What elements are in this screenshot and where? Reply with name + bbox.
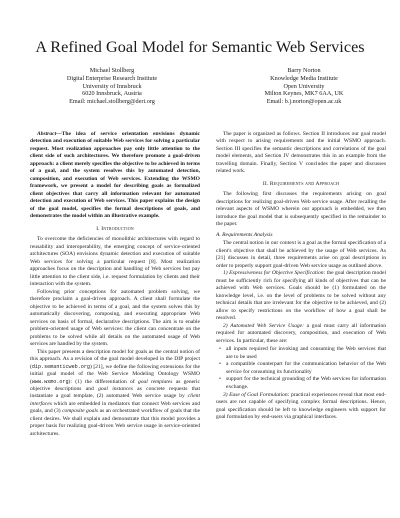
intro-paragraph-1: To overcome the deficiencies of monolithic architectures with regard to reusability and interoperability, the emerging concept of service-oriented architectures (SOA) envisions dynamic detection and execution of suitable Web services for solving a particular request [8]. Most realization approaches focus on the description and handling of Web services but pay little attention to the client side, i.e. request formulation by clients and their interaction with the system.	[30, 236, 200, 288]
left-column	[30, 131, 200, 438]
requirement-3: 3) Ease of Goal Formulation: practical experiences reveal that most end-users are not capable of specifying complex formal descriptions. Hence, goal specification should be left to knowledge engineers with support for goal formulation by end-users via graphical interfaces.	[216, 391, 386, 421]
paper-title: A Refined Goal Model for Semantic Web Services	[35, 38, 365, 56]
subsection-heading-analysis: A. Requirements Analysis	[216, 231, 273, 238]
author-email: Email: michael.stollberg@deri.org	[69, 98, 155, 105]
bullet-item: • a compatible counterpart for the communication behavior of the Web service for consuming its functionality	[226, 361, 386, 376]
organization-paragraph: The paper is organized as follows. Section II introduces our goal model with respect to arising requirements and the initial WSMO approach. Section III specifies the semantic descriptions and correlations of the goal model elements, and Section IV demonstrates this in an example from the travelling domain. Finally, Section V concludes the paper and discusses related work.	[216, 131, 386, 175]
author-affiliation: Digital Enterprise Research Institute	[66, 74, 158, 82]
author-organization: Open University	[283, 82, 325, 90]
author-name: Michael Stollberg	[89, 67, 135, 74]
wsmo-url: www.wsmo.org	[31, 378, 69, 385]
abstract	[30, 131, 200, 221]
bullet-item: • support for the technical grounding of the Web services for information exchange.	[226, 376, 386, 391]
requirement-1: 1) Expressiveness for Objective Specification: the goal description model must be sufficiently rich for specifying all kinds of objectives that can be achieved with Web services. Goals should be (1) formulated on the knowledge level, i.e. on the level of problems to be solved without any technical details that are irrelevant for the objective to be achieved, and (2) allow to specify restrictions on the workflow of how a goal shall be resolved.	[216, 270, 386, 322]
author-block-1	[22, 67, 202, 106]
analysis-paragraph: The central notion in our context is a goal as the formal specification of a client's objective that shall be achieved by the usage of Web services. As [21] discusses in detail, three requirements arise on goal descriptions in order to properly support goal-driven Web service usage as outlined above.	[216, 240, 386, 269]
requirement-2: 2) Automated Web Service Usage: a goal must carry all information required for automated discovery, composition, and execution of Web services. In particular, these are:	[216, 322, 386, 344]
requirements-paragraph: The following first discusses the requirements arising on goal descriptions for realizing goal-driven Web service usage. After recalling the relevant aspects of WSMO wherein our approach is embedded, we then introduce the goal model that is subsequently specified in the remainder to the paper.	[216, 191, 386, 228]
intro-paragraph-2: Following prior conceptions for automated problem solving, we therefore proclaim a goal-driven approach. A client shall formulate the objective to be achieved in terms of a goal, and the system solves this by automatically discovering, composing, and executing appropriate Web services on basis of formal, declarative descriptions. The aim is to enable problem-oriented usage of Web services: the client can concentrate on the problems to be solved while all details on the automated usage of Web services are handled by the system.	[30, 288, 200, 348]
author-organization: University of Innsbruck	[82, 82, 142, 90]
author-address: Milton Keynes, MK7 6AA, UK	[264, 90, 344, 98]
author-block-2	[214, 67, 394, 106]
author-affiliation: Knowledge Media Institute	[270, 74, 338, 82]
author-address: 6020 Innsbruck, Austria	[82, 90, 142, 98]
abstract-text: —The idea of service orientation envisions dynamic detection and execution of suitable Web services for solving a particular request. Most realization approaches pay only little attention to the client side of such architectures. We therefore promote a goal-driven approach: a client merely specifies the objective to be achieved in terms of a goal, and the system resolves this by automated detection, composition, and execution of Web services. Extending the WSMO framework, we present a model for describing goals as formalized client objectives that carry all information relevant for automated detection and execution of Web services. This paper explains the design of the goal model, specifies the formal descriptions of goals, and demonstrates the model within an illustrative example.	[30, 131, 200, 220]
author-email: Email: b.j.norton@open.ac.uk	[266, 98, 342, 105]
section-heading-requirements: II. Requirements and Approach	[262, 180, 340, 187]
author-name: Barry Norton	[287, 67, 321, 74]
requirement-bullet-list	[216, 346, 386, 391]
section-heading-introduction: I. Introduction	[96, 225, 134, 232]
abstract-label: Abstract	[37, 131, 57, 137]
intro-paragraph-3: This paper presents a description model for goals as the central notion of this approach. As a revision of the goal model developed in the DIP project (dip.semanticweb.org) [21], we define the following extensions for the initial goal model of the Web Service Modeling Ontology WSMO (www.wsmo.org): (1) the differentiation of goal templates as generic objective descriptions and goal instances as concrete requests that instantiate a goal template, (2) automated Web service usage by client interfaces which are embedded in mediators that connect Web services and goals, and (3) composite goals as an orchestrated workflow of goals that the client desires. We shall explain and demonstrate that this model provides a proper basis for realizing goal-driven Web service usage in service-oriented architectures.	[30, 348, 200, 437]
bullet-item: • all inputs required for invoking and consuming the Web services that are to be used	[226, 346, 386, 361]
project-url: dip.semanticweb.org	[31, 363, 90, 370]
right-column	[216, 131, 386, 422]
